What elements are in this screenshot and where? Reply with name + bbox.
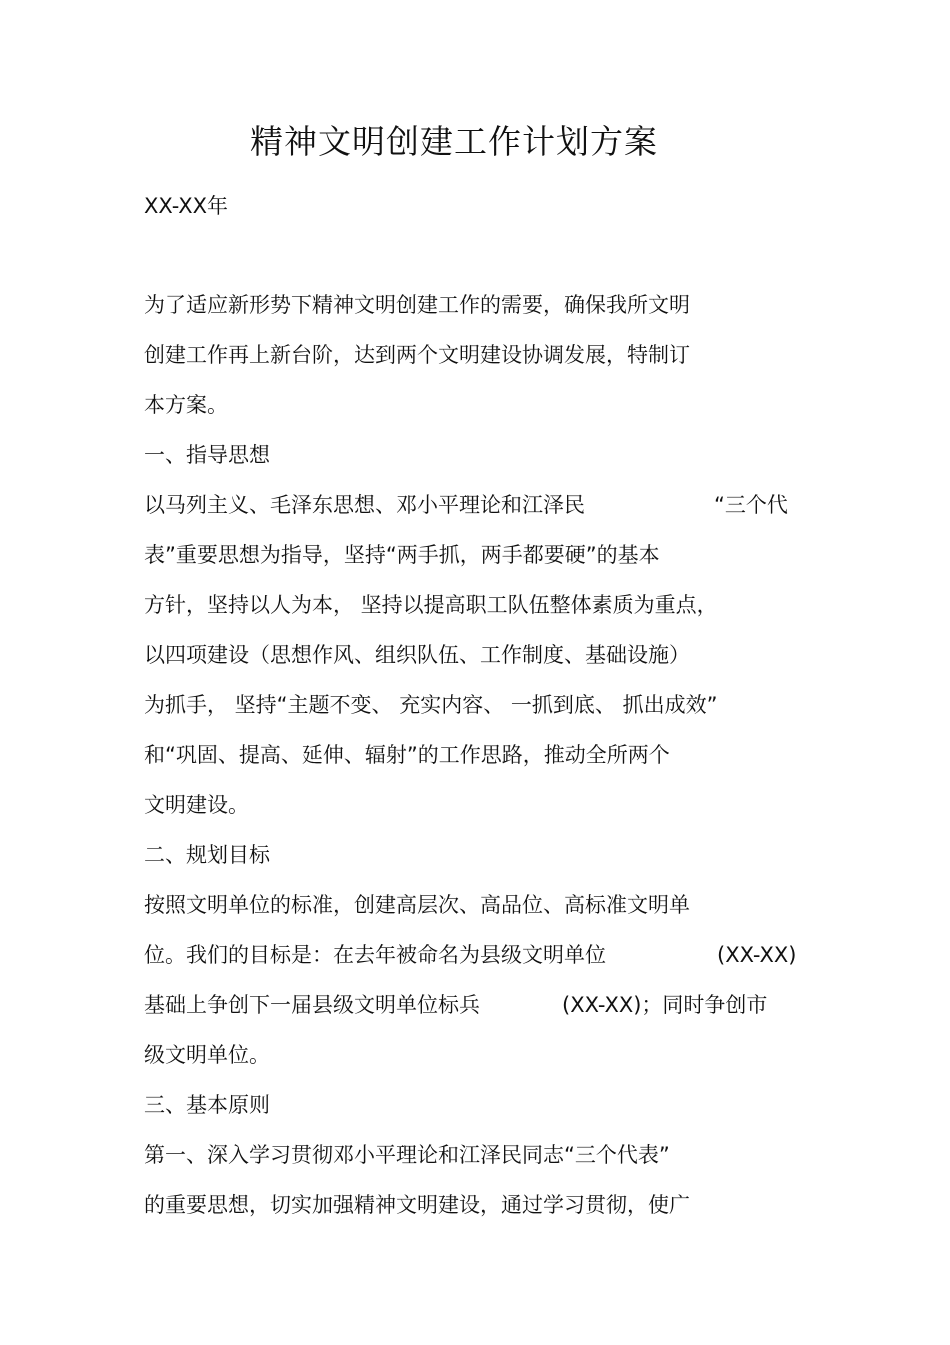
paragraph-line-text: 以马列主义、毛泽东思想、邓小平理论和江泽民	[144, 493, 585, 517]
document-title: 精神文明创建工作计划方案	[250, 122, 658, 161]
paragraph-line: 第一、深入学习贯彻邓小平理论和江泽民同志“三个代表”	[144, 1143, 670, 1167]
paragraph-line: 文明建设。	[144, 793, 249, 817]
section-heading: 二、规划目标	[144, 843, 270, 867]
paragraph-line: 本方案。	[144, 393, 228, 417]
paragraph-line: 以四项建设（思想作风、组织队伍、工作制度、基础设施）	[144, 643, 690, 667]
paragraph-line-tail: (XX-XX)；同时争创市	[562, 993, 768, 1017]
paragraph-line: 的重要思想，切实加强精神文明建设，通过学习贯彻，使广	[144, 1193, 690, 1217]
paragraph-line: 和“巩固、提高、延伸、辐射”的工作思路，推动全所两个	[144, 743, 670, 767]
paragraph-line: 为抓手， 坚持“主题不变、 充实内容、 一抓到底、 抓出成效”	[144, 693, 718, 717]
paragraph-line: 为了适应新形势下精神文明创建工作的需要，确保我所文明	[144, 293, 690, 317]
paragraph-line: 表”重要思想为指导，坚持“两手抓，两手都要硬”的基本	[144, 543, 660, 567]
paragraph-line	[144, 990, 768, 1020]
paragraph-line: 级文明单位。	[144, 1043, 270, 1067]
paragraph-line: 按照文明单位的标准，创建高层次、高品位、高标准文明单	[144, 893, 690, 917]
paragraph-line	[144, 490, 788, 520]
paragraph-line: 方针，坚持以人为本， 坚持以提高职工队伍整体素质为重点，	[144, 593, 718, 617]
paragraph-line-tail: (XX-XX)	[717, 943, 797, 967]
paragraph-line: 创建工作再上新台阶，达到两个文明建设协调发展，特制订	[144, 343, 690, 367]
paragraph-line	[144, 940, 797, 970]
section-heading: 三、基本原则	[144, 1093, 270, 1117]
paragraph-line-text: 位。我们的目标是：在去年被命名为县级文明单位	[144, 943, 606, 967]
section-heading: 一、指导思想	[144, 443, 270, 467]
year-line: XX-XX年	[144, 194, 229, 218]
paragraph-line-text: 基础上争创下一届县级文明单位标兵	[144, 993, 480, 1017]
paragraph-line-tail: “三个代	[714, 493, 788, 517]
